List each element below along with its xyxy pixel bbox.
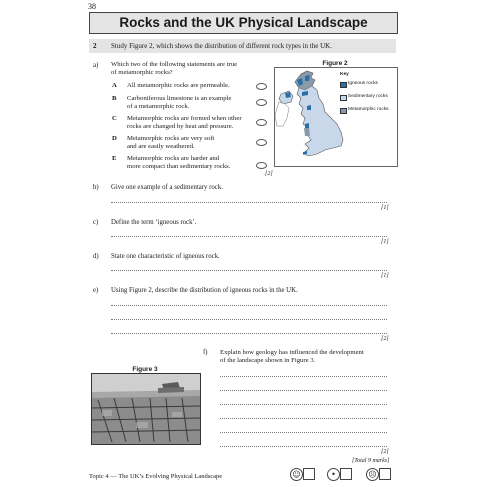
option-b-text-line1: Carboniferous limestone is an example	[127, 95, 232, 102]
part-b-question: Give one example of a sedimentary rock.	[111, 184, 223, 191]
part-f-answer-line-6[interactable]	[220, 446, 387, 447]
key-label-sedimentary: Sedimentary rocks	[348, 94, 388, 99]
neutral-face-icon: •	[327, 468, 340, 481]
part-b-marks: [1]	[381, 205, 389, 211]
option-d-text-line2: and are easily weathered.	[127, 143, 195, 150]
part-d-question: State one characteristic of igneous rock.	[111, 253, 220, 260]
part-a-label: a)	[93, 62, 99, 69]
part-e-question: Using Figure 2, describe the distribution of igneous rocks in the UK.	[111, 287, 298, 294]
figure-2-key-title: Key	[340, 72, 349, 77]
figure-2-map	[274, 67, 398, 167]
sad-checkbox[interactable]	[379, 468, 391, 480]
key-label-metamorphic: Metamorphic rocks	[348, 107, 389, 112]
option-c-answer-oval[interactable]	[256, 119, 267, 126]
option-c-text-line2: rocks are changed by heat and pressure.	[127, 123, 234, 130]
option-b-answer-oval[interactable]	[256, 99, 267, 106]
part-f-question-line1: Explain how geology has influenced the development	[220, 349, 364, 356]
key-swatch-sedimentary	[340, 95, 347, 101]
part-a-question-line2: of metamorphic rocks?	[111, 69, 173, 76]
option-e-text-line1: Metamorphic rocks are harder and	[127, 155, 220, 162]
figure-3-photo	[91, 373, 201, 445]
question-intro: Study Figure 2, which shows the distribution of different rock types in the UK.	[111, 42, 332, 50]
part-c-question: Define the term ‘igneous rock’.	[111, 219, 197, 226]
option-letter-e: E	[112, 155, 117, 162]
part-e-answer-line-3[interactable]	[111, 333, 387, 334]
part-f-answer-line-1[interactable]	[220, 376, 387, 377]
ireland-outline	[275, 102, 289, 126]
part-d-marks: [1]	[381, 273, 389, 279]
part-d-answer-line[interactable]	[111, 270, 387, 271]
happy-face-icon: ☺	[290, 468, 303, 481]
option-d-answer-oval[interactable]	[256, 139, 267, 146]
uk-geology-map	[275, 68, 397, 166]
footer-topic: Topic 4 — The UK’s Evolving Physical Landscape	[89, 473, 223, 480]
option-letter-d: D	[112, 135, 117, 142]
option-a-text: All metamorphic rocks are permeable.	[127, 82, 230, 89]
part-e-answer-line-2[interactable]	[111, 319, 387, 320]
option-letter-b: B	[112, 95, 117, 102]
part-f-question-line2: of the landscape shown in Figure 3.	[220, 357, 316, 364]
part-f-answer-line-4[interactable]	[220, 418, 387, 419]
page-number: 38	[88, 2, 96, 11]
part-b-label: b)	[93, 184, 99, 191]
key-label-igneous: Igneous rocks	[348, 81, 378, 86]
option-b-text-line2: of a metamorphic rock.	[127, 103, 190, 110]
part-c-marks: [1]	[381, 239, 389, 245]
part-e-marks: [2]	[381, 336, 389, 342]
sad-face-icon: ☹	[366, 468, 379, 481]
page-title: Rocks and the UK Physical Landscape	[89, 12, 398, 34]
igneous-cornwall	[303, 151, 307, 154]
part-f-marks: [2]	[381, 449, 389, 455]
part-f-answer-line-5[interactable]	[220, 432, 387, 433]
part-c-answer-line[interactable]	[111, 236, 387, 237]
question-number: 2	[93, 42, 97, 50]
option-e-text-line2: more compact than sedimentary rocks.	[127, 163, 231, 170]
part-c-label: c)	[93, 219, 99, 226]
part-f-answer-line-3[interactable]	[220, 404, 387, 405]
part-e-label: e)	[93, 287, 99, 294]
part-d-label: d)	[93, 253, 99, 260]
option-d-text-line1: Metamorphic rocks are very soft	[127, 135, 215, 142]
option-c-text-line1: Metamorphic rocks are formed when other	[127, 115, 242, 122]
option-e-answer-oval[interactable]	[256, 162, 267, 169]
neutral-checkbox[interactable]	[340, 468, 352, 480]
key-swatch-igneous	[340, 82, 347, 88]
figure-2-title: Figure 2	[322, 60, 348, 67]
option-letter-c: C	[112, 115, 117, 122]
part-f-answer-line-2[interactable]	[220, 390, 387, 391]
option-letter-a: A	[112, 82, 117, 89]
metamorphic-wales	[304, 128, 310, 136]
part-a-marks: [2]	[265, 171, 273, 177]
part-f-label: f)	[203, 349, 208, 356]
part-a-question-line1: Which two of the following statements are true	[111, 61, 238, 68]
key-swatch-metamorphic	[340, 108, 347, 114]
part-b-answer-line[interactable]	[111, 202, 387, 203]
option-a-answer-oval[interactable]	[256, 83, 267, 90]
happy-checkbox[interactable]	[303, 468, 315, 480]
total-marks: [Total 9 marks]	[352, 458, 390, 464]
limestone-pavement-photo	[92, 374, 200, 444]
igneous-northern-ireland	[285, 92, 291, 98]
part-e-answer-line-1[interactable]	[111, 305, 387, 306]
figure-3-title: Figure 3	[132, 366, 158, 373]
